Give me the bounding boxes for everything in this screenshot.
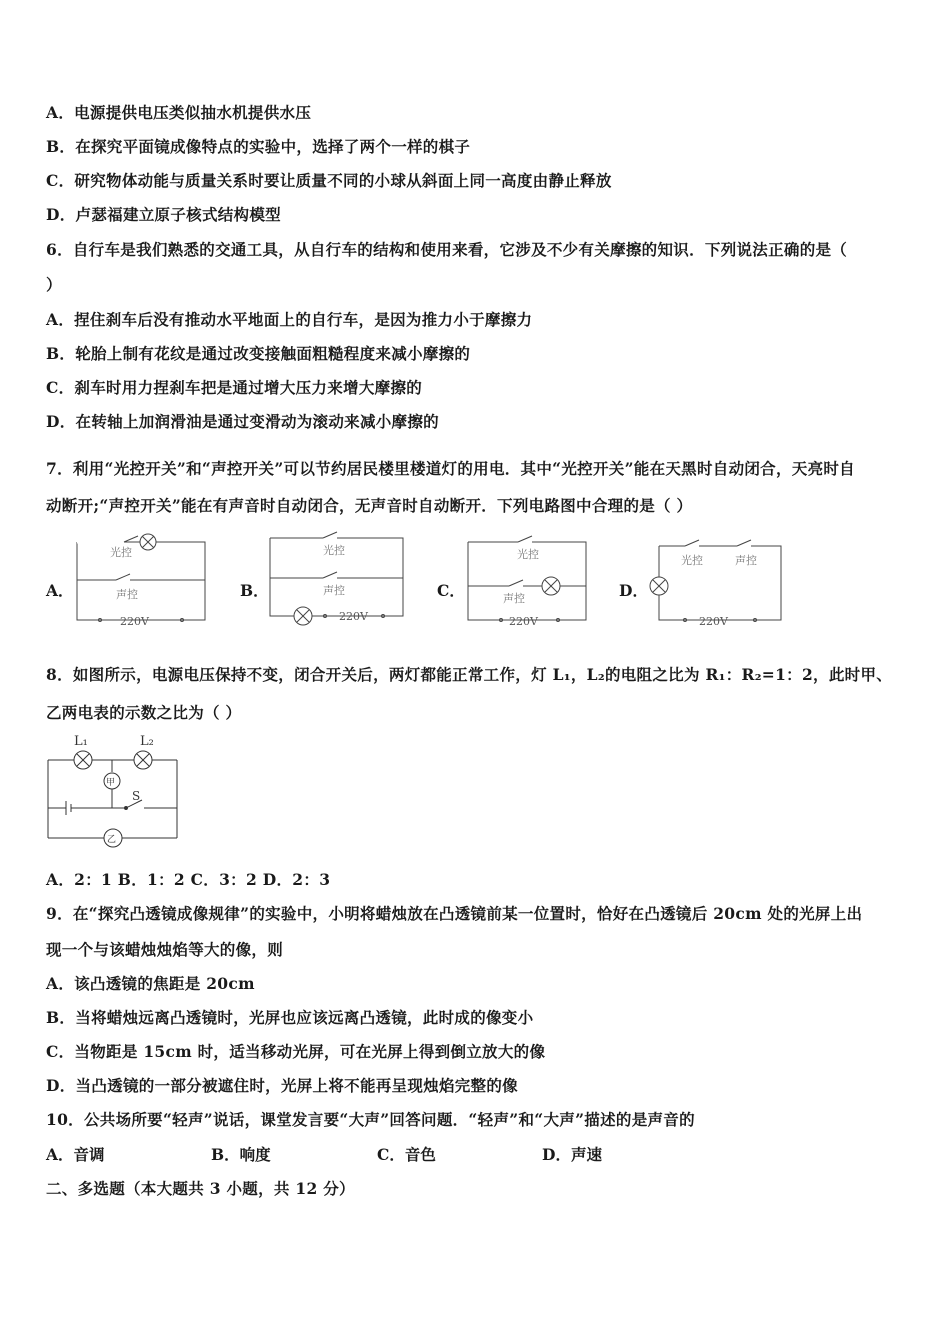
q6-option-a: A．捏住刹车后没有推动水平地面上的自行车，是因为推力小于摩擦力 (46, 310, 533, 329)
circuit-d (645, 530, 790, 630)
q9-option-c: C．当物距是 15cm 时，适当移动光屏，可在光屏上得到倒立放大的像 (46, 1042, 546, 1061)
q10-stem: 10．公共场所要“轻声”说话，课堂发言要“大声”回答问题．“轻声”和“大声”描述的是声音的 (46, 1110, 695, 1129)
section-2-heading: 二、多选题（本大题共 3 小题，共 12 分） (46, 1179, 355, 1198)
q7-label-d: D． (619, 581, 648, 600)
q8-options: A．2：1 B．1：2 C．3：2 D．2：3 (46, 870, 331, 889)
q9-option-d: D．当凸透镜的一部分被遮住时，光屏上将不能再呈现烛焰完整的像 (46, 1076, 518, 1095)
q8-meter-yi: 乙 (107, 835, 117, 845)
c-light-label: 光控 (517, 548, 539, 561)
a-voltage-label: 220V (120, 615, 149, 628)
a-sound-label: 声控 (116, 588, 138, 601)
q7-label-a: A． (46, 581, 74, 600)
q5-option-c: C．研究物体动能与质量关系时要让质量不同的小球从斜面上同一高度由静止释放 (46, 171, 612, 190)
d-sound-label: 声控 (735, 554, 757, 567)
b-voltage-label: 220V (339, 610, 368, 623)
q7-stem: 7．利用“光控开关”和“声控开关”可以节约居民楼里楼道灯的用电．其中“光控开关”能在天黑时自动闭合，天亮时自 (46, 459, 855, 478)
q9-stem-cont: 现一个与该蜡烛烛焰等大的像，则 (46, 940, 284, 959)
q6-stem: 6．自行车是我们熟悉的交通工具，从自行车的结构和使用来看，它涉及不少有关摩擦的知识．下列说法正确的是（ (46, 240, 848, 259)
q5-option-d: D．卢瑟福建立原子核式结构模型 (46, 205, 281, 224)
q8-meter-jia: 甲 (106, 778, 116, 788)
q9-option-b: B．当将蜡烛远离凸透镜时，光屏也应该远离凸透镜，此时成的像变小 (46, 1008, 534, 1027)
b-light-label: 光控 (323, 544, 345, 557)
q10-option-b: B．响度 (211, 1145, 271, 1164)
q7-label-b: B． (240, 581, 269, 600)
q8-l2-label: L₂ (140, 734, 154, 749)
q9-stem: 9．在“探究凸透镜成像规律”的实验中，小明将蜡烛放在凸透镜前某一位置时，恰好在凸透镜后 20cm 处的光屏上出 (46, 904, 863, 923)
q8-l1-label: L₁ (74, 734, 88, 749)
d-light-label: 光控 (681, 554, 703, 567)
q10-option-c: C．音色 (377, 1145, 436, 1164)
b-sound-label: 声控 (323, 584, 345, 597)
circuit-q8 (44, 730, 189, 850)
circuit-c (463, 530, 593, 630)
q6-option-c: C．刹车时用力捏刹车把是通过增大压力来增大摩擦的 (46, 378, 423, 397)
a-light-label: 光控 (110, 546, 132, 559)
q10-option-d: D．声速 (542, 1145, 602, 1164)
q7-stem-cont: 动断开;“声控开关”能在有声音时自动闭合，无声音时自动断开．下列电路图中合理的是（ ） (46, 496, 693, 515)
c-sound-label: 声控 (503, 592, 525, 605)
q10-option-a: A．音调 (46, 1145, 105, 1164)
q9-option-a: A．该凸透镜的焦距是 20cm (46, 974, 255, 993)
q6-stem-cont: ） (46, 275, 62, 294)
q6-option-b: B．轮胎上制有花纹是通过改变接触面粗糙程度来减小摩擦的 (46, 344, 471, 363)
q8-stem: 8．如图所示，电源电压保持不变，闭合开关后，两灯都能正常工作，灯 L₁，L₂的电阻之比为 R₁：R₂=1：2，此时甲、 (46, 665, 893, 684)
q5-option-a: A．电源提供电压类似抽水机提供水压 (46, 103, 312, 122)
c-voltage-label: 220V (509, 615, 538, 628)
q8-stem-cont: 乙两电表的示数之比为（ ） (46, 703, 242, 722)
q5-option-b: B．在探究平面镜成像特点的实验中，选择了两个一样的棋子 (46, 137, 471, 156)
circuit-b (265, 530, 410, 630)
q6-option-d: D．在转轴上加润滑油是通过变滑动为滚动来减小摩擦的 (46, 412, 439, 431)
q8-switch-label: S (132, 789, 141, 803)
d-voltage-label: 220V (699, 615, 728, 628)
circuit-a (72, 530, 212, 630)
q7-label-c: C． (437, 581, 465, 600)
